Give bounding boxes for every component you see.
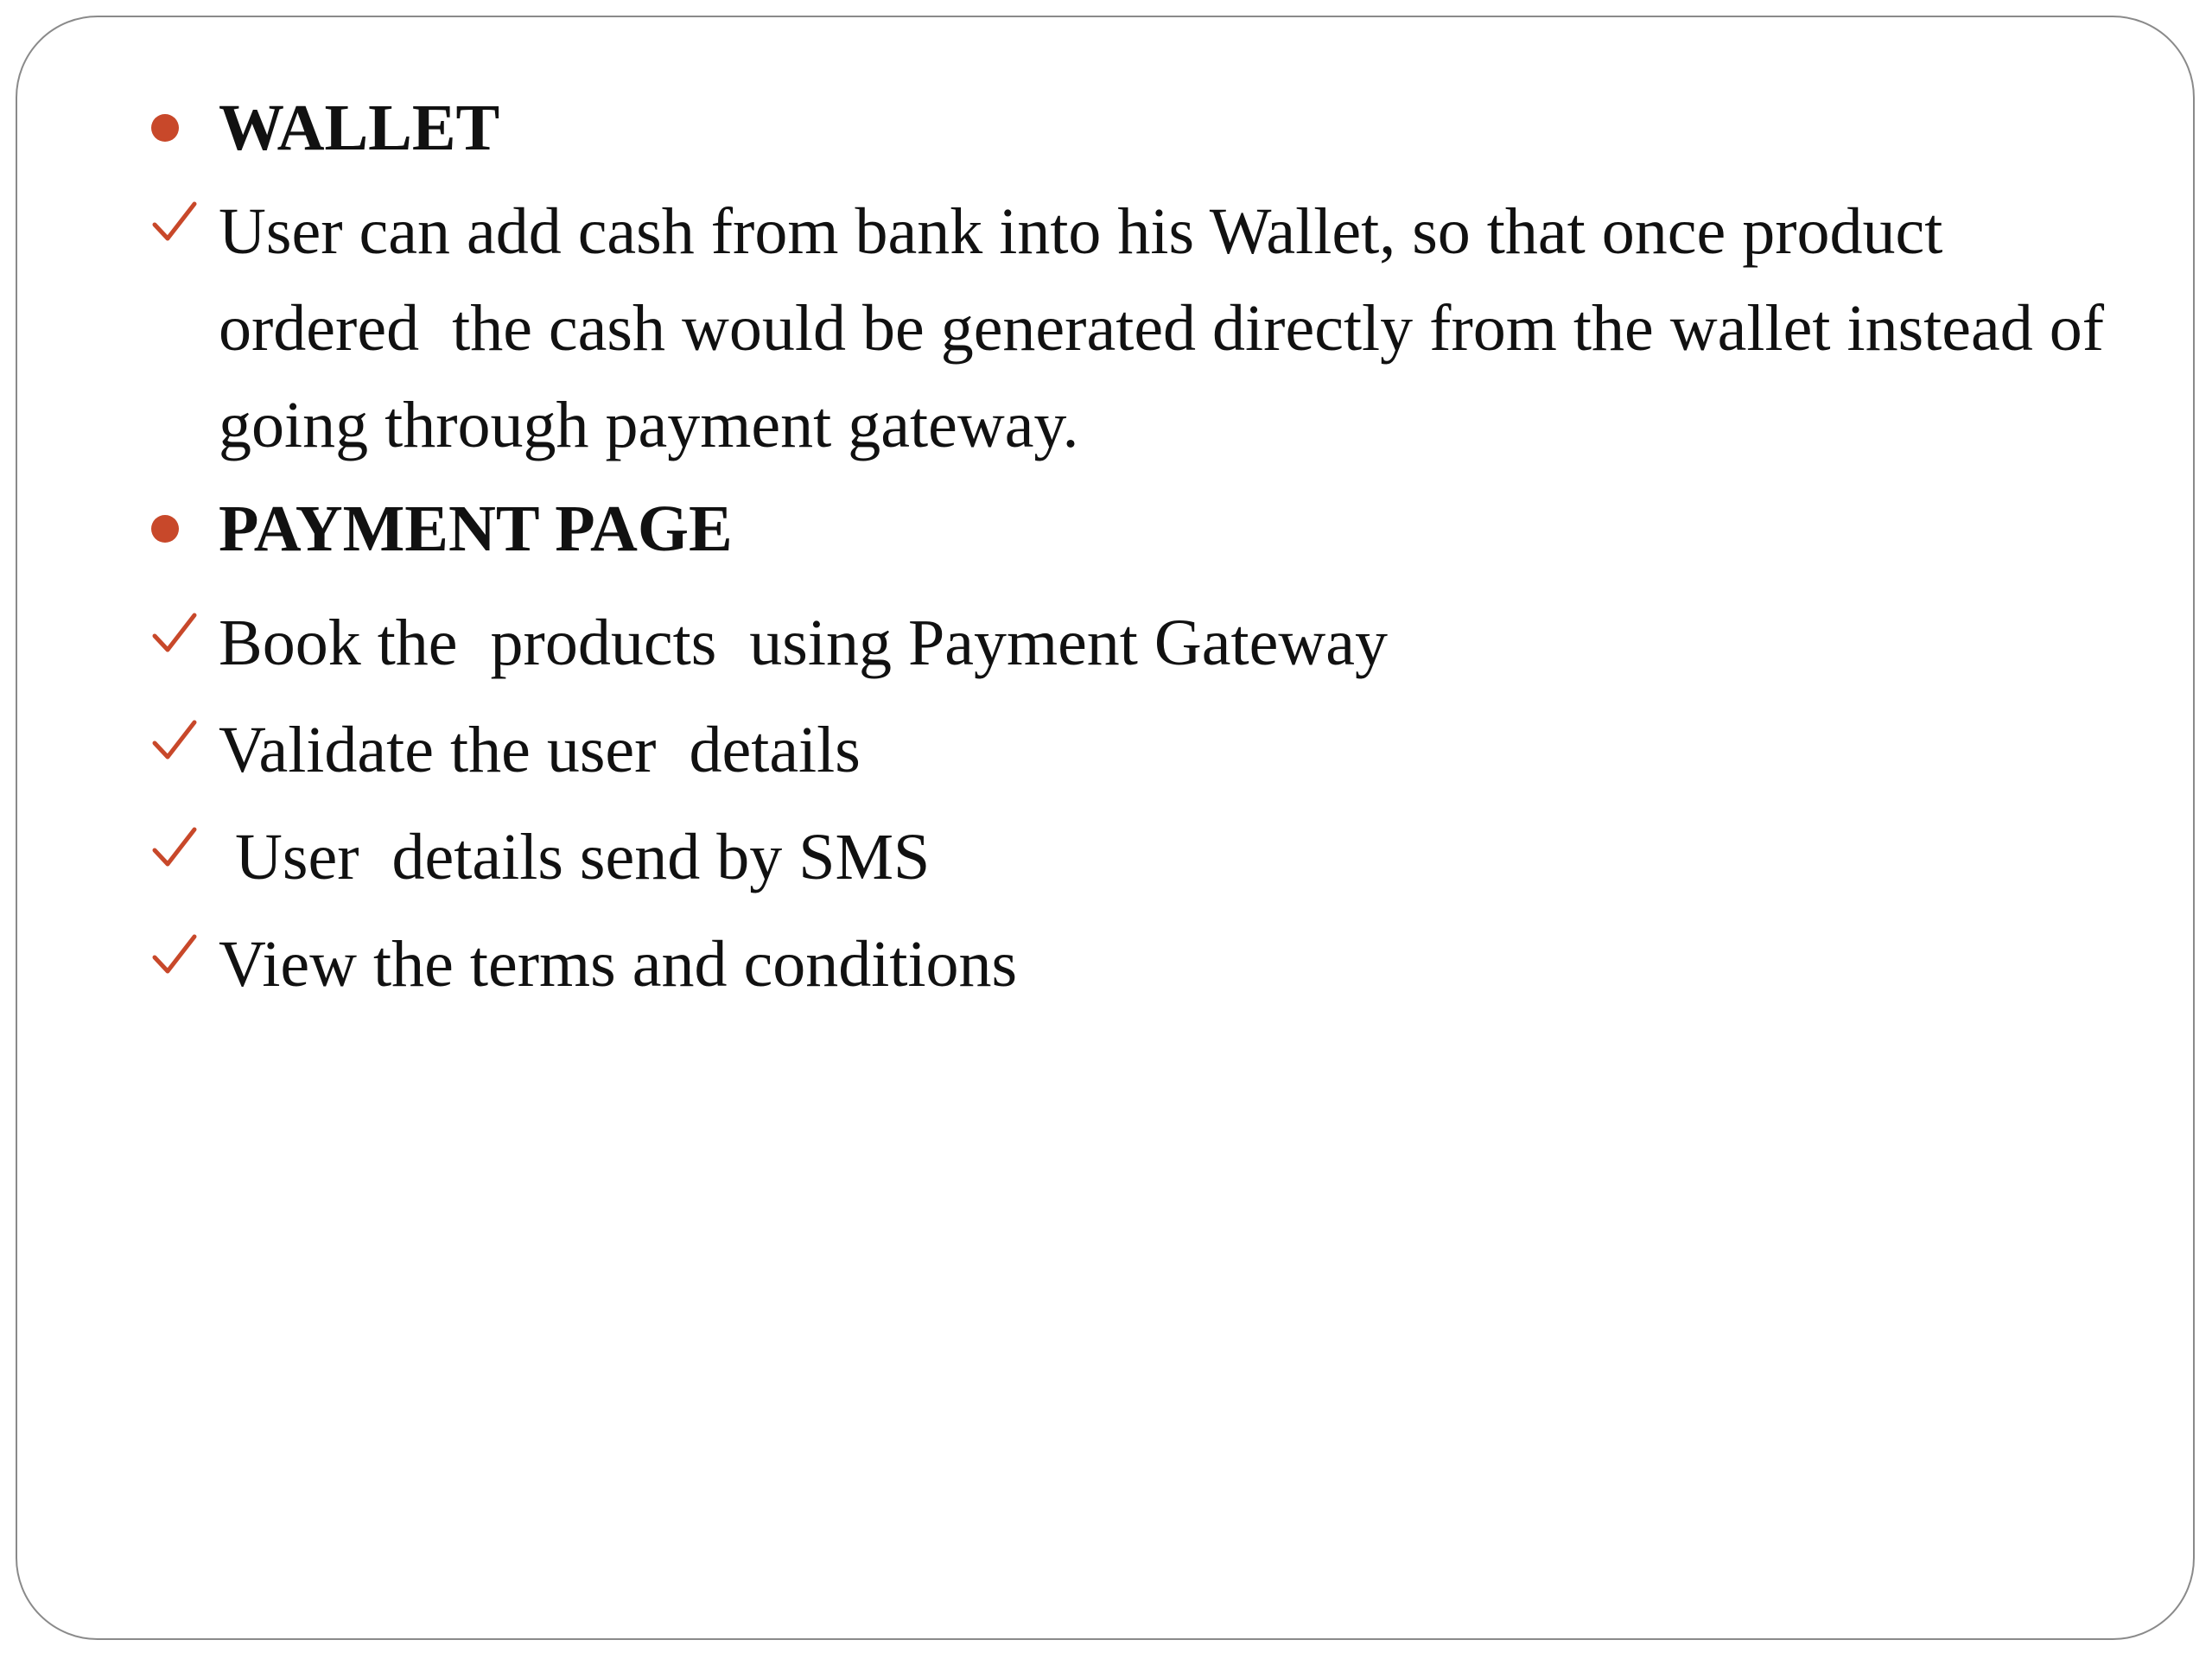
check-item-validate-user xyxy=(151,702,2130,798)
check-item-terms-conditions xyxy=(151,916,2130,1013)
dot-bullet-icon xyxy=(151,515,179,543)
slide-frame xyxy=(16,16,2195,1640)
terms-conditions-text: View the terms and conditions xyxy=(219,928,1018,1001)
checkmark-icon xyxy=(151,717,198,764)
bullet-item-wallet xyxy=(151,86,2130,169)
wallet-description-text: User can add cash from bank into his Wallet, so that once product ordered the cash would be generated directly from the wallet instead of going through payment gateway. xyxy=(219,195,2121,461)
checkmark-icon xyxy=(151,931,198,978)
section-heading-payment-page: PAYMENT PAGE xyxy=(219,493,733,565)
checkmark-icon xyxy=(151,199,198,245)
check-item-book-products xyxy=(151,594,2130,691)
check-item-wallet-description xyxy=(151,183,2130,474)
checkmark-icon xyxy=(151,824,198,871)
user-details-sms-text: User details send by SMS xyxy=(219,821,931,893)
book-products-text: Book the products using Payment Gateway xyxy=(219,607,1389,679)
slide-content xyxy=(151,86,2130,1013)
section-heading-wallet: WALLET xyxy=(219,92,500,164)
bullet-item-payment-page xyxy=(151,487,2130,570)
checkmark-icon xyxy=(151,610,198,657)
validate-user-text: Validate the user details xyxy=(219,714,861,786)
check-item-user-details-sms xyxy=(151,809,2130,906)
dot-bullet-icon xyxy=(151,114,179,142)
